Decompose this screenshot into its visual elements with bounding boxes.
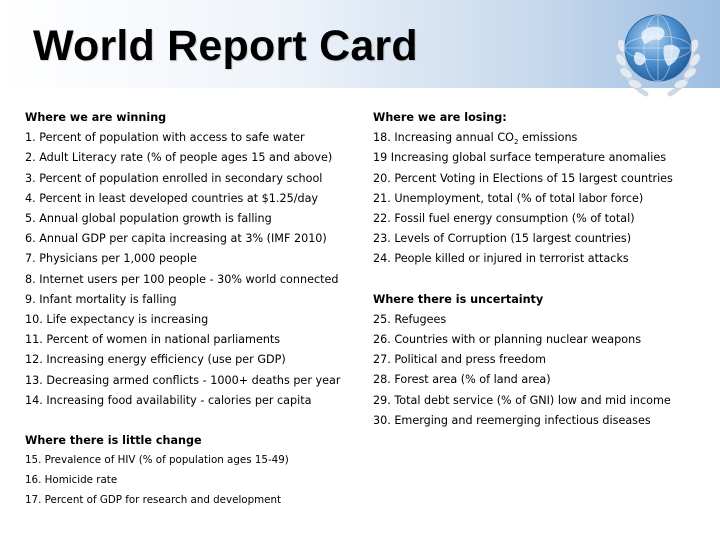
list-item: 19 Increasing global surface temperature anomalies [373, 151, 667, 165]
list-item: 7. Physicians per 1,000 people [25, 252, 197, 266]
section-heading-little-change: Where there is little change [25, 434, 202, 448]
little-change-section [25, 431, 355, 511]
left-column [25, 108, 355, 511]
page-title: World Report Card [33, 22, 418, 70]
list-item: 29. Total debt service (% of GNI) low and mid income [373, 393, 671, 407]
section-gap [373, 270, 703, 290]
list-item: 23. Levels of Corruption (15 largest countries) [373, 232, 632, 246]
section-heading-winning: Where we are winning [25, 111, 167, 124]
section-gap [25, 411, 355, 431]
co2-item-prefix: 18. Increasing annual CO [373, 131, 514, 145]
list-item: 26. Countries with or planning nuclear weapons [373, 333, 642, 347]
list-item: 9. Infant mortality is falling [25, 292, 177, 306]
list-item: 28. Forest area (% of land area) [373, 373, 551, 387]
list-item: 12. Increasing energy efficiency (use per GDP) [25, 353, 286, 367]
un-globe-emblem-icon [602, 2, 714, 100]
list-item: 3. Percent of population enrolled in secondary school [25, 171, 323, 185]
list-item: 6. Annual GDP per capita increasing at 3% (IMF 2010) [25, 232, 327, 246]
section-heading-uncertainty: Where there is uncertainty [373, 292, 544, 306]
list-item: 22. Fossil fuel energy consumption (% of total) [373, 212, 635, 226]
list-item: 17. Percent of GDP for research and development [25, 493, 282, 506]
co2-subscript: 2 [513, 138, 519, 147]
list-item: 1. Percent of population with access to safe water [25, 131, 305, 145]
list-item: 24. People killed or injured in terrorist attacks [373, 252, 629, 266]
section-heading-losing: Where we are losing: [373, 111, 507, 124]
list-item: 15. Prevalence of HIV (% of population ages 15-49) [25, 454, 289, 467]
list-item: 5. Annual global population growth is falling [25, 212, 272, 226]
list-item: 2. Adult Literacy rate (% of people ages 15 and above) [25, 151, 333, 165]
list-item: 8. Internet users per 100 people - 30% world connected [25, 272, 339, 286]
list-item: 21. Unemployment, total (% of total labor force) [373, 191, 644, 205]
list-item: 16. Homicide rate [25, 474, 118, 487]
list-item: 20. Percent Voting in Elections of 15 largest countries [373, 171, 673, 185]
co2-item-suffix: emissions [518, 131, 578, 145]
list-item: 10. Life expectancy is increasing [25, 313, 209, 327]
list-item: 27. Political and press freedom [373, 353, 546, 367]
list-item: 11. Percent of women in national parliaments [25, 333, 281, 347]
list-item-co2 [373, 128, 703, 148]
list-item: 13. Decreasing armed conflicts - 1000+ deaths per year [25, 373, 341, 387]
list-item: 25. Refugees [373, 312, 447, 326]
list-item: 14. Increasing food availability - calories per capita [25, 393, 312, 407]
list-item: 4. Percent in least developed countries at $1.25/day [25, 191, 319, 205]
right-column [373, 108, 703, 431]
list-item: 30. Emerging and reemerging infectious diseases [373, 413, 651, 427]
